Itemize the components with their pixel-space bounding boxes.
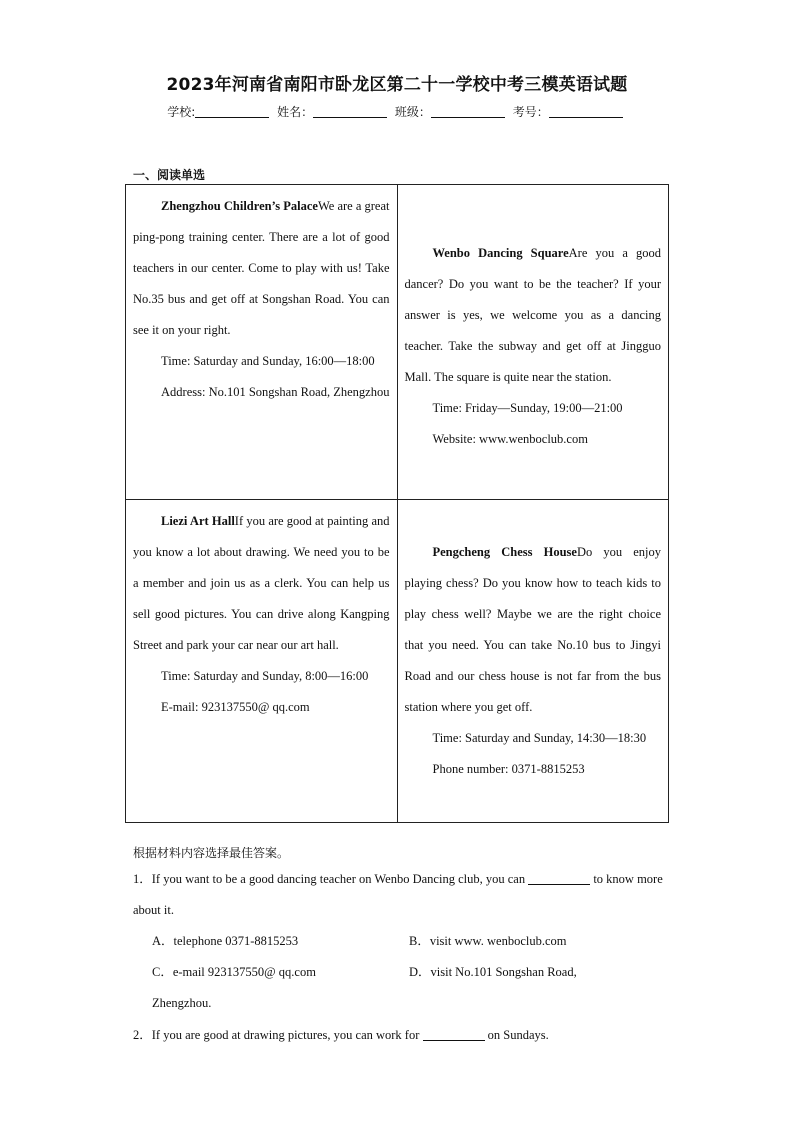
option-a[interactable]: A．telephone 0371-8815253 (152, 934, 299, 948)
answer-blank[interactable] (423, 1028, 485, 1041)
question-stem: If you are good at drawing pictures, you can work for (151, 1028, 420, 1042)
question-number: 2． (133, 1028, 152, 1042)
student-info-fields (0, 103, 794, 120)
ad-email: E-mail: 923137550@ qq.com (161, 700, 310, 714)
class-blank[interactable] (431, 105, 505, 118)
ad-time: Time: Saturday and Sunday, 8:00—16:00 (161, 669, 369, 683)
ad-cell-art-hall (126, 500, 398, 823)
ad-time: Time: Saturday and Sunday, 14:30—18:30 (432, 731, 647, 745)
page-title: 2023年河南省南阳市卧龙区第二十一学校中考三模英语试题 (166, 75, 628, 95)
answer-blank[interactable] (528, 872, 590, 885)
ad-time: Time: Saturday and Sunday, 16:00—18:00 (161, 354, 375, 368)
option-d[interactable]: D．visit No.101 Songshan Road, (409, 965, 577, 979)
question-number: 1． (133, 872, 152, 886)
ad-name: Liezi Art Hall (161, 514, 235, 528)
exam-no-label: 考号： (512, 105, 549, 119)
ad-cell-chess (397, 500, 669, 823)
question-2 (133, 1020, 663, 1051)
ads-table (125, 184, 669, 823)
exam-no-blank[interactable] (549, 105, 623, 118)
name-label: 姓名： (277, 105, 314, 119)
ad-address: Address: No.101 Songshan Road, Zhengzhou (161, 385, 390, 399)
ad-text: We are a great ping-pong training center. There are a lot of good teachers in our center. Come to play with us! Take No.35 bus and get off at Songshan Road. You can see it on your right. (133, 199, 390, 337)
ad-name: Wenbo Dancing Square (432, 246, 569, 260)
option-d-continued: Zhengzhou. (152, 996, 212, 1010)
ad-text: If you are good at painting and you know a lot about drawing. We need you to be a member and join us as a clerk. You can help us sell good pictures. You can drive along Kangping Street and park your car near our art hall. (133, 514, 390, 652)
option-c[interactable]: C．e-mail 923137550@ qq.com (152, 965, 316, 979)
ad-name: Zhengzhou Children’s Palace (161, 199, 318, 213)
question-stem: If you want to be a good dancing teacher on Wenbo Dancing club, you can (151, 872, 526, 886)
ad-time: Time: Friday—Sunday, 19:00—21:00 (432, 401, 623, 415)
ad-cell-dancing (397, 185, 669, 500)
ad-website: Website: www.wenboclub.com (432, 432, 588, 446)
question-1 (133, 864, 663, 926)
ad-phone: Phone number: 0371-8815253 (432, 762, 585, 776)
instruction: 根据材料内容选择最佳答案。 (133, 846, 290, 860)
question-stem-end: to know more about it. (133, 872, 663, 917)
ad-text: Are you a good dancer? Do you want to be the teacher? If your answer is yes, we welcome you as a dancing teacher. Take the subway and get off at Jingguo Mall. The square is quite near the station. (404, 246, 661, 384)
ad-text: Do you enjoy playing chess? Do you know how to teach kids to play chess well? Maybe we are the right choice that you need. You can take No.10 bus to Jingyi Road and our chess house is not far from the bus station where you get off. (404, 545, 661, 714)
question-stem-end: on Sundays. (487, 1028, 549, 1042)
ad-cell-palace (126, 185, 398, 500)
ad-name: Pengcheng Chess House (432, 545, 577, 559)
school-label: 学校: (167, 105, 196, 119)
section-heading: 一、阅读单选 (133, 168, 206, 182)
name-blank[interactable] (313, 105, 387, 118)
class-label: 班级： (394, 105, 431, 119)
option-b[interactable]: B．visit www. wenboclub.com (409, 934, 567, 948)
school-blank[interactable] (195, 105, 269, 118)
